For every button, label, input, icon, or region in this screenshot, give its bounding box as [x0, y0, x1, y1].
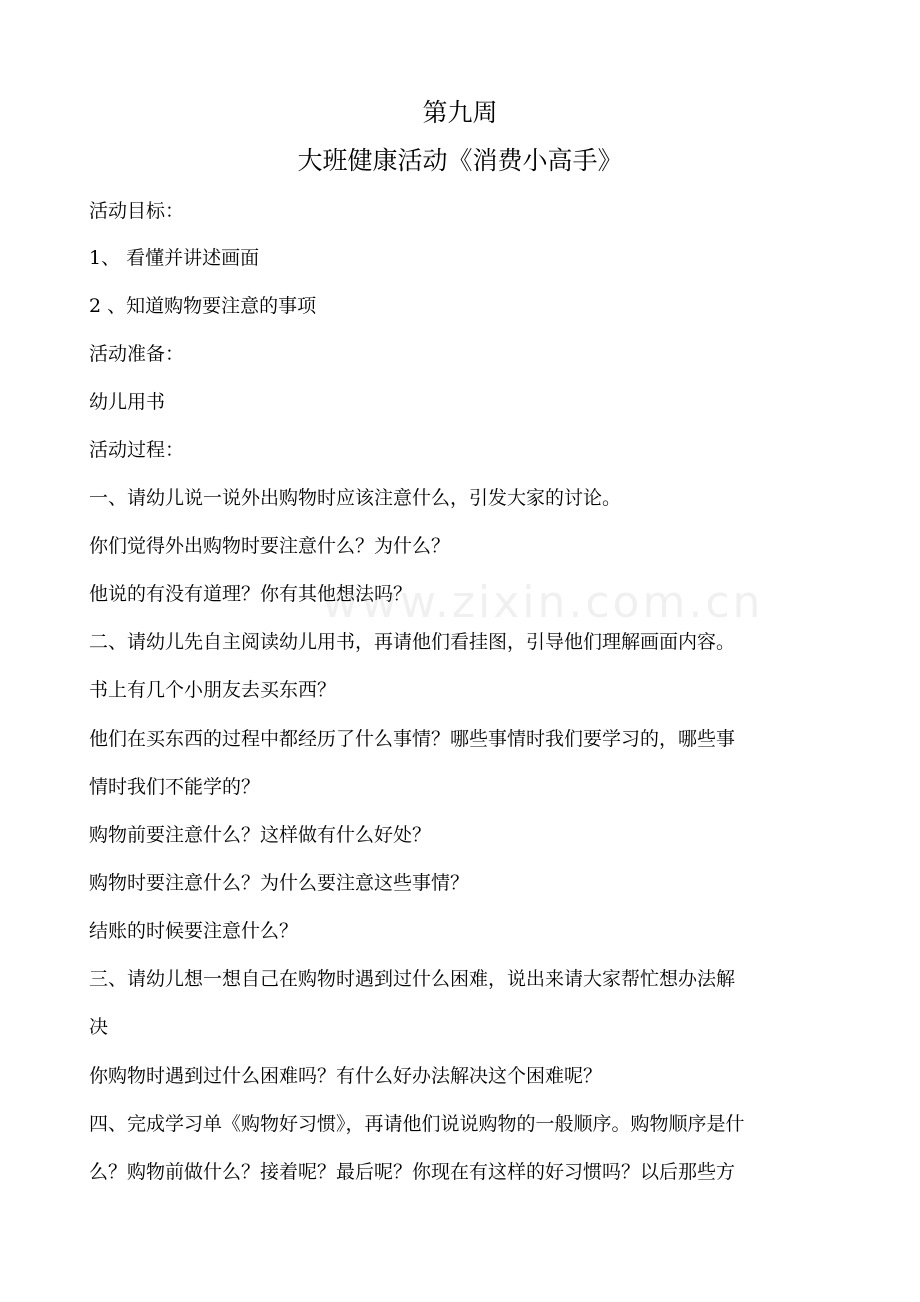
process-step-4-continued: 么？购物前做什么？接着呢？最后呢？你现在有这样的好习惯吗？以后那些方	[89, 1161, 736, 1183]
process-step-1: 一、请幼儿说一说外出购物时应该注意什么，引发大家的讨论。	[89, 487, 622, 509]
question-line: 结账的时候要注意什么？	[89, 920, 299, 942]
page-title: 大班健康活动《消费小高手》	[297, 146, 623, 175]
process-step-3: 三、请幼儿想一想自己在购物时遇到过什么困难，说出来请大家帮忙想办法解	[89, 968, 736, 990]
question-line: 他说的有没有道理？你有其他想法吗？	[89, 583, 413, 605]
question-line: 他们在买东西的过程中都经历了什么事情？哪些事情时我们要学习的，哪些事	[89, 728, 736, 750]
process-step-3-continued: 决	[89, 1016, 109, 1038]
section-heading-preparation: 活动准备：	[89, 343, 185, 365]
question-line: 书上有几个小朋友去买东西？	[89, 679, 337, 701]
process-step-2: 二、请幼儿先自主阅读幼儿用书，再请他们看挂图，引导他们理解画面内容。	[89, 631, 736, 653]
preparation-item: 幼儿用书	[89, 391, 166, 413]
question-line: 购物时要注意什么？为什么要注意这些事情？	[89, 872, 470, 894]
question-line: 你购物时遇到过什么困难吗？有什么好办法解决这个困难呢？	[89, 1065, 603, 1087]
section-heading-goals: 活动目标：	[89, 200, 185, 222]
watermark: www.zixin.com.cn	[322, 577, 764, 628]
goal-item-1: 1、 看懂并讲述画面	[89, 247, 260, 269]
question-line: 购物前要注意什么？这样做有什么好处？	[89, 824, 432, 846]
question-line-continued: 情时我们不能学的？	[89, 776, 261, 798]
goal-item-2: 2 、知道购物要注意的事项	[89, 295, 317, 317]
process-step-4: 四、完成学习单《购物好习惯》，再请他们说说购物的一般顺序。购物顺序是什	[89, 1113, 745, 1135]
section-heading-process: 活动过程：	[89, 439, 185, 461]
question-line: 你们觉得外出购物时要注意什么？为什么？	[89, 535, 451, 557]
week-title: 第九周	[422, 98, 498, 127]
